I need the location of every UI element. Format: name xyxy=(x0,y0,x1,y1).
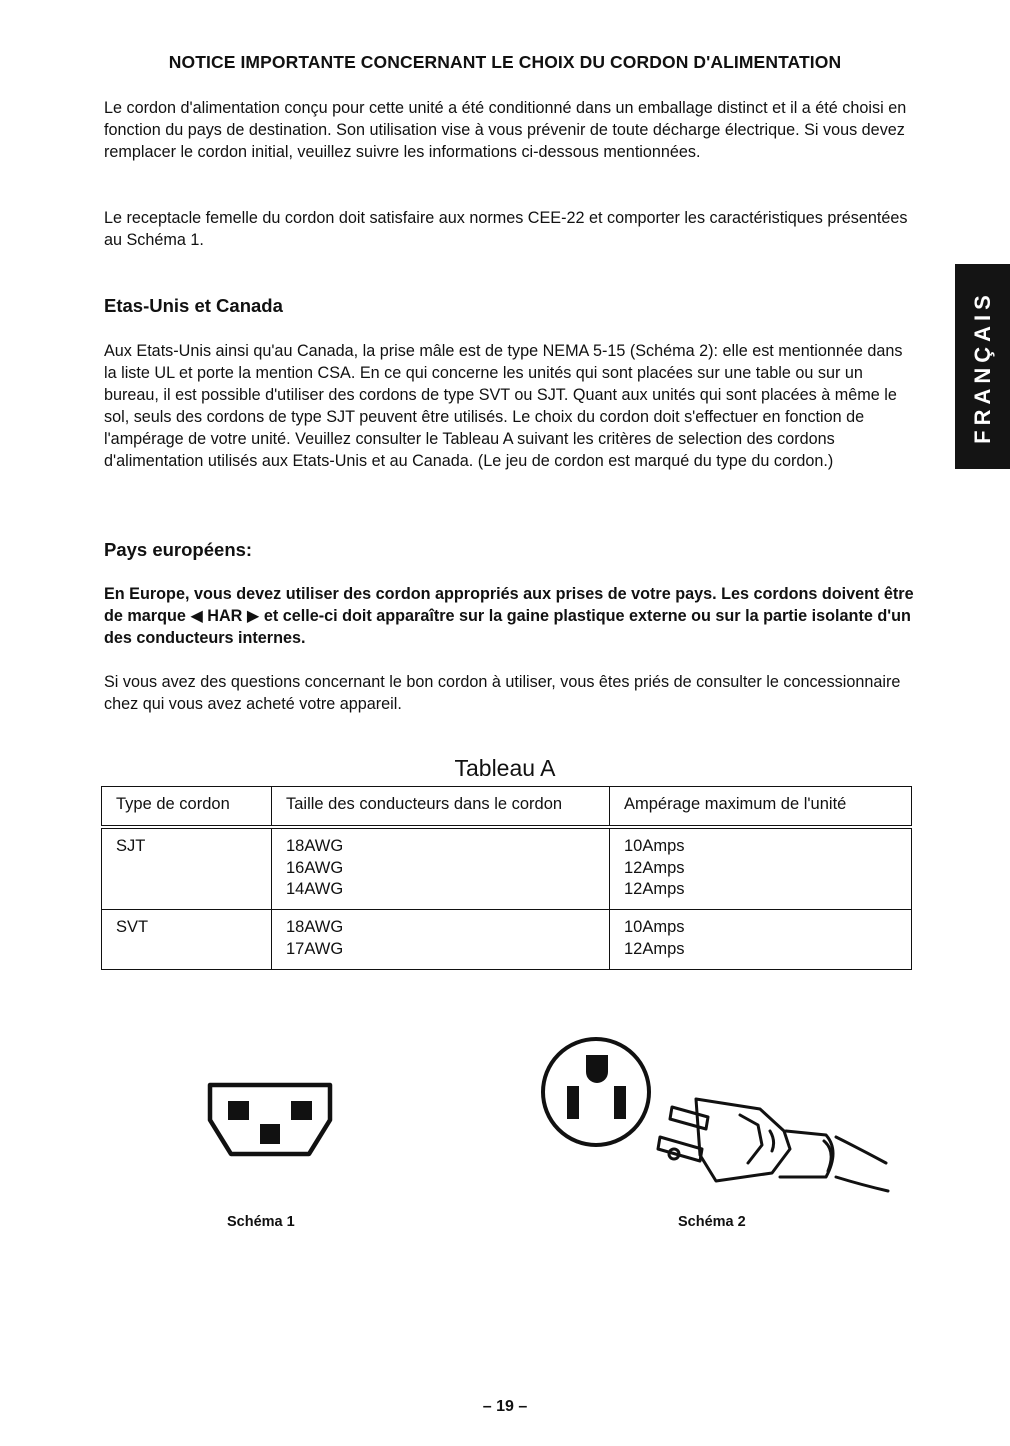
cord-table xyxy=(101,786,912,970)
cord-type-cell: SJT xyxy=(102,827,272,910)
nema-plug-icon xyxy=(540,1035,900,1200)
europe-paragraph: Si vous avez des questions concernant le bon cordon à utiliser, vous êtes priés de consulter le concessionnaire chez qui vous avez acheté votre appareil. xyxy=(104,673,901,713)
amp-value: 12Amps xyxy=(624,939,685,958)
page-number: – 19 – xyxy=(482,1398,528,1415)
schema2-caption: Schéma 2 xyxy=(678,1214,746,1230)
amperage-cell xyxy=(610,827,912,910)
size-value: 17AWG xyxy=(286,939,344,958)
size-value: 18AWG xyxy=(286,837,344,855)
header-conductor-size: Taille des conducteurs dans le cordon xyxy=(272,787,610,828)
amp-value: 12Amps xyxy=(624,880,685,899)
amperage-cell xyxy=(610,910,912,969)
intro-paragraph-2: Le receptacle femelle du cordon doit satisfaire aux normes CEE-22 et comporter les caractéristiques présentées au Schéma 1. xyxy=(104,209,908,249)
header-cord-type: Type de cordon xyxy=(102,787,272,828)
page-title: NOTICE IMPORTANTE CONCERNANT LE CHOIX DU CORDON D'ALIMENTATION xyxy=(168,52,842,72)
heading-us-canada: Etas-Unis et Canada xyxy=(104,295,283,316)
table-row xyxy=(102,910,912,969)
heading-europe: Pays européens: xyxy=(104,539,253,560)
us-canada-paragraph: Aux Etats-Unis ainsi qu'au Canada, la prise mâle est de type NEMA 5-15 (Schéma 2): elle est mentionnée dans la liste UL et porte la mention CSA. En ce qui concerne les unités qui sont placées sur une table ou sur un bureau, il est possible d'utiliser des cordons de type SVT ou SJT. Quant aux unités qui sont placées à même le sol, seuls des cordons de type SJT peuvent être utilisés. Le choix du cordon doit s'effectuer en fonction de l'ampérage de votre unité. Veuillez consulter le Tableau A suivant les critères de selection des cordons d'alimentation utilisés aux Etats-Unis et au Canada. (Le jeu de cordon est marqué du type du cordon.) xyxy=(104,342,903,470)
table-header-row xyxy=(102,787,912,828)
table-row xyxy=(102,827,912,910)
europe-bold-paragraph: En Europe, vous devez utiliser des cordon appropriés aux prises de votre pays. Les cordons doivent être de marque ◀ HAR ▶ et celle-ci doit apparaître sur la gaine plastique externe ou sur la partie isolante d'un des conducteurs internes. xyxy=(104,585,914,647)
size-value: 16AWG xyxy=(286,858,344,877)
amp-value: 10Amps xyxy=(624,918,685,937)
size-value: 18AWG xyxy=(286,918,344,937)
iec-receptacle-icon xyxy=(205,1080,335,1160)
table-title: Tableau A xyxy=(454,755,556,781)
language-tab-label: FRANÇAIS xyxy=(969,289,995,444)
language-tab xyxy=(955,264,1010,469)
cord-type-cell: SVT xyxy=(102,910,272,969)
conductor-size-cell xyxy=(272,827,610,910)
schema1-caption: Schéma 1 xyxy=(227,1214,295,1230)
header-max-amperage: Ampérage maximum de l'unité xyxy=(610,787,912,828)
amp-value: 12Amps xyxy=(624,858,685,877)
size-value: 14AWG xyxy=(286,880,344,899)
conductor-size-cell xyxy=(272,910,610,969)
amp-value: 10Amps xyxy=(624,837,685,855)
intro-paragraph-1: Le cordon d'alimentation conçu pour cette unité a été conditionné dans un emballage distinct et il a été choisi en fonction du pays de destination. Son utilisation vise à vous prévenir de toute décharge électrique. Si vous devez remplacer le cordon initial, veuillez suivre les informations ci-dessous mentionnées. xyxy=(104,99,907,161)
